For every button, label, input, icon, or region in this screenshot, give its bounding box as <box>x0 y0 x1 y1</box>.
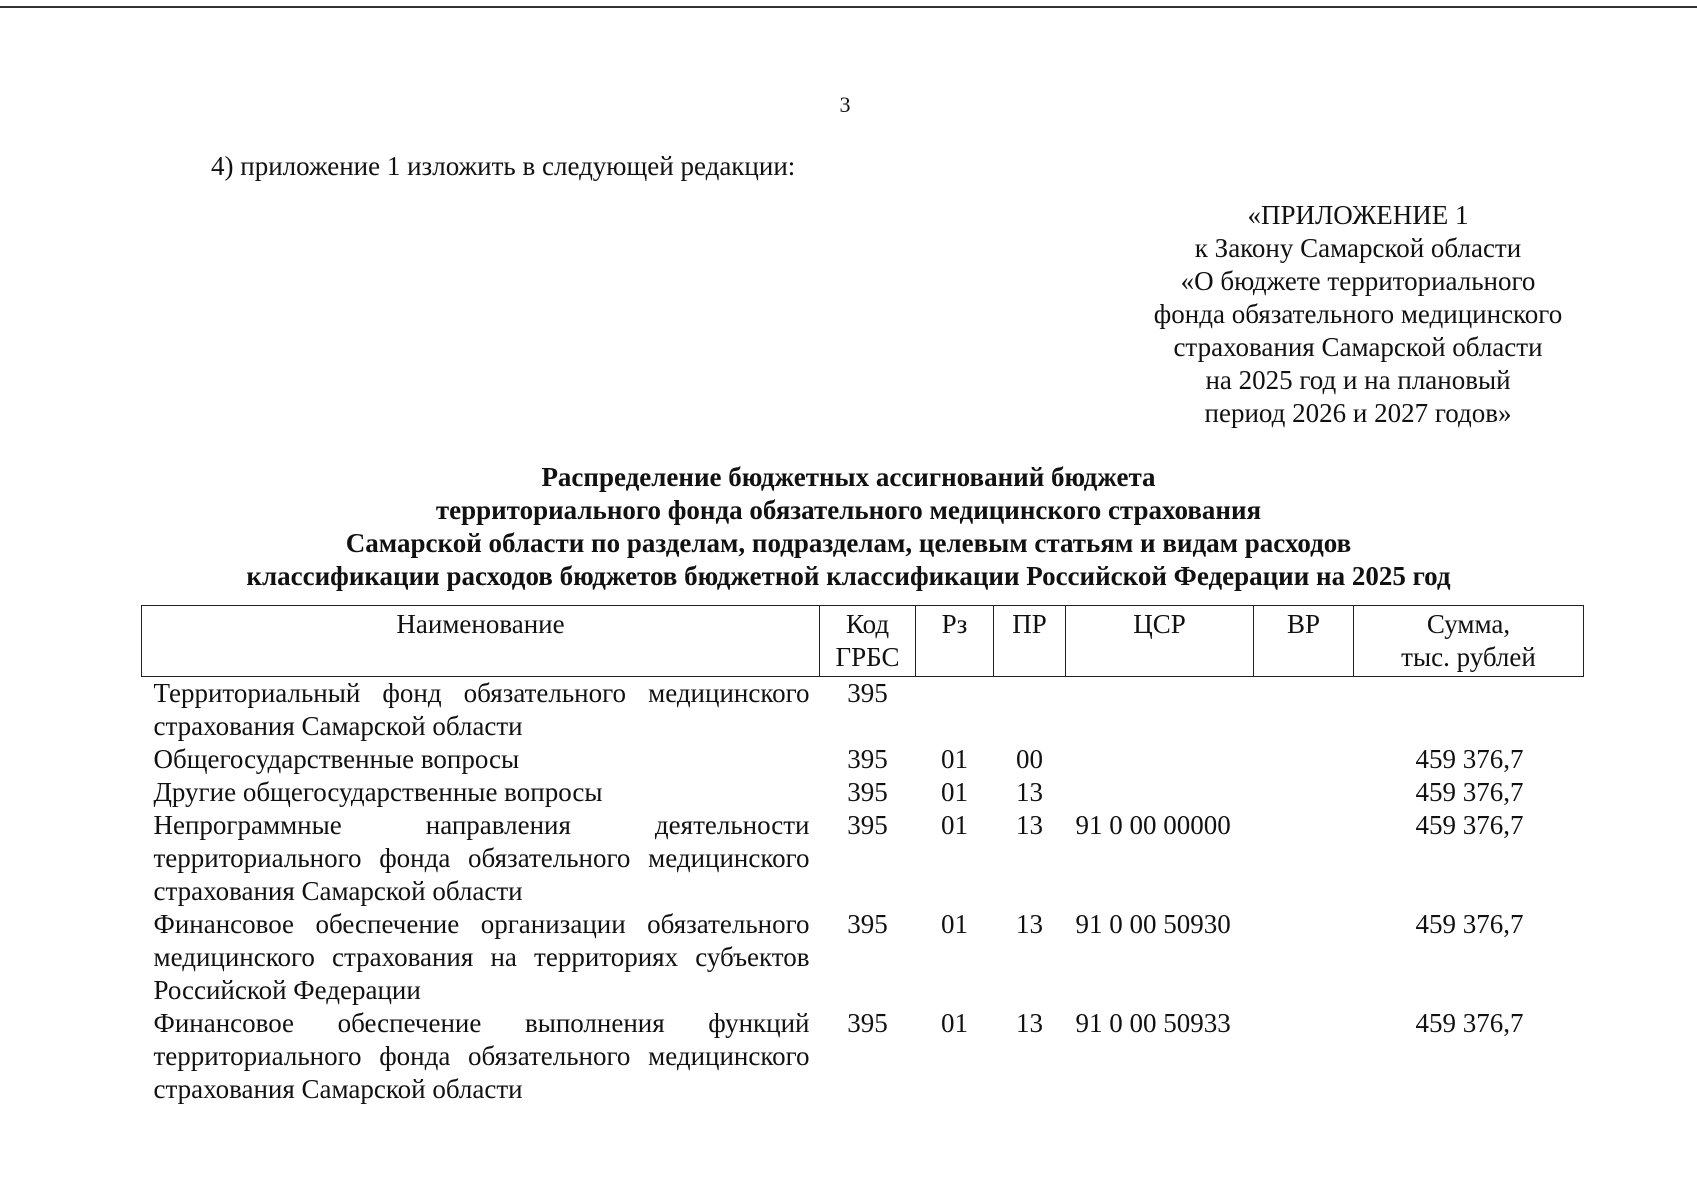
appendix-line: фонда обязательного медицинского <box>1153 299 1563 329</box>
cell-grbs: 395 <box>847 909 888 939</box>
cell-rz: 01 <box>941 810 968 840</box>
cell-pr: 13 <box>1016 810 1043 840</box>
cell-csr: 91 0 00 50933 <box>1075 1008 1231 1038</box>
budget-table <box>141 605 1584 1106</box>
title-line: территориального фонда обязательного медицинского страхования <box>435 495 1262 525</box>
top-border-line <box>0 6 1697 8</box>
cell-vr <box>1254 809 1354 908</box>
header-rz: Рз <box>916 606 994 677</box>
cell-pr <box>994 677 1066 744</box>
cell-rz <box>916 677 994 744</box>
cell-name: Непрограммные направления деятельности территориального фонда обязательного медицинского страхования Самарской области <box>153 810 810 906</box>
header-sum: Сумма, тыс. рублей <box>1354 606 1584 677</box>
cell-vr <box>1254 743 1354 776</box>
cell-sum: 459 376,7 <box>1415 909 1524 939</box>
cell-vr <box>1254 908 1354 1007</box>
cell-name: Территориальный фонд обязательного медицинского страхования Самарской области <box>153 678 810 741</box>
table-row <box>142 908 1584 1007</box>
cell-vr <box>1254 1007 1354 1106</box>
page-number: 3 <box>839 92 851 117</box>
title-line: Самарской области по разделам, подразделам, целевым статьям и видам расходов <box>345 528 1352 558</box>
table-header-row <box>142 606 1584 677</box>
cell-name: Финансовое обеспечение организации обязательного медицинского страхования на территориях субъектов Российской Федерации <box>153 909 810 1005</box>
cell-rz: 01 <box>941 909 968 939</box>
table-row <box>142 677 1584 744</box>
appendix-line: к Закону Самарской области <box>1194 233 1522 263</box>
header-pr: ПР <box>994 606 1066 677</box>
header-csr: ЦСР <box>1066 606 1254 677</box>
cell-name: Финансовое обеспечение выполнения функций территориального фонда обязательного медицинского страхования Самарской области <box>153 1008 810 1104</box>
cell-vr <box>1254 776 1354 809</box>
cell-sum: 459 376,7 <box>1415 777 1524 807</box>
header-vr: ВР <box>1254 606 1354 677</box>
cell-sum: 459 376,7 <box>1415 744 1524 774</box>
cell-csr <box>1066 776 1254 809</box>
cell-csr <box>1066 677 1254 744</box>
cell-sum <box>1354 677 1584 744</box>
appendix-line: период 2026 и 2027 годов» <box>1204 398 1512 428</box>
cell-rz: 01 <box>941 1008 968 1038</box>
cell-rz: 01 <box>941 777 968 807</box>
cell-pr: 13 <box>1016 1008 1043 1038</box>
cell-pr: 00 <box>1016 744 1043 774</box>
appendix-line: страхования Самарской области <box>1173 332 1543 362</box>
cell-grbs: 395 <box>847 777 888 807</box>
intro-text: 4) приложение 1 изложить в следующей редакции: <box>211 151 796 181</box>
cell-name: Общегосударственные вопросы <box>153 744 520 774</box>
cell-sum: 459 376,7 <box>1415 1008 1524 1038</box>
appendix-line: на 2025 год и на плановый <box>1205 365 1511 395</box>
cell-pr: 13 <box>1016 909 1043 939</box>
document-title <box>40 461 1657 593</box>
cell-grbs: 395 <box>847 810 888 840</box>
table-row <box>142 809 1584 908</box>
table-row <box>142 1007 1584 1106</box>
cell-name: Другие общегосударственные вопросы <box>153 777 603 807</box>
appendix-line: «ПРИЛОЖЕНИЕ 1 <box>1247 200 1469 230</box>
cell-csr: 91 0 00 00000 <box>1075 810 1231 840</box>
appendix-line: «О бюджете территориального <box>1180 266 1536 296</box>
table-row <box>142 743 1584 776</box>
cell-grbs: 395 <box>847 744 888 774</box>
cell-pr: 13 <box>1016 777 1043 807</box>
table-row <box>142 776 1584 809</box>
header-grbs: Код ГРБС <box>820 606 916 677</box>
appendix-header <box>1088 199 1628 430</box>
cell-rz: 01 <box>941 744 968 774</box>
header-name: Наименование <box>142 606 820 677</box>
cell-vr <box>1254 677 1354 744</box>
cell-grbs: 395 <box>847 678 888 708</box>
title-line: классификации расходов бюджетов бюджетной классификации Российской Федерации на 2025 год <box>246 561 1451 591</box>
title-line: Распределение бюджетных ассигнований бюджета <box>541 462 1156 492</box>
cell-grbs: 395 <box>847 1008 888 1038</box>
cell-csr <box>1066 743 1254 776</box>
cell-csr: 91 0 00 50930 <box>1075 909 1231 939</box>
cell-sum: 459 376,7 <box>1415 810 1524 840</box>
